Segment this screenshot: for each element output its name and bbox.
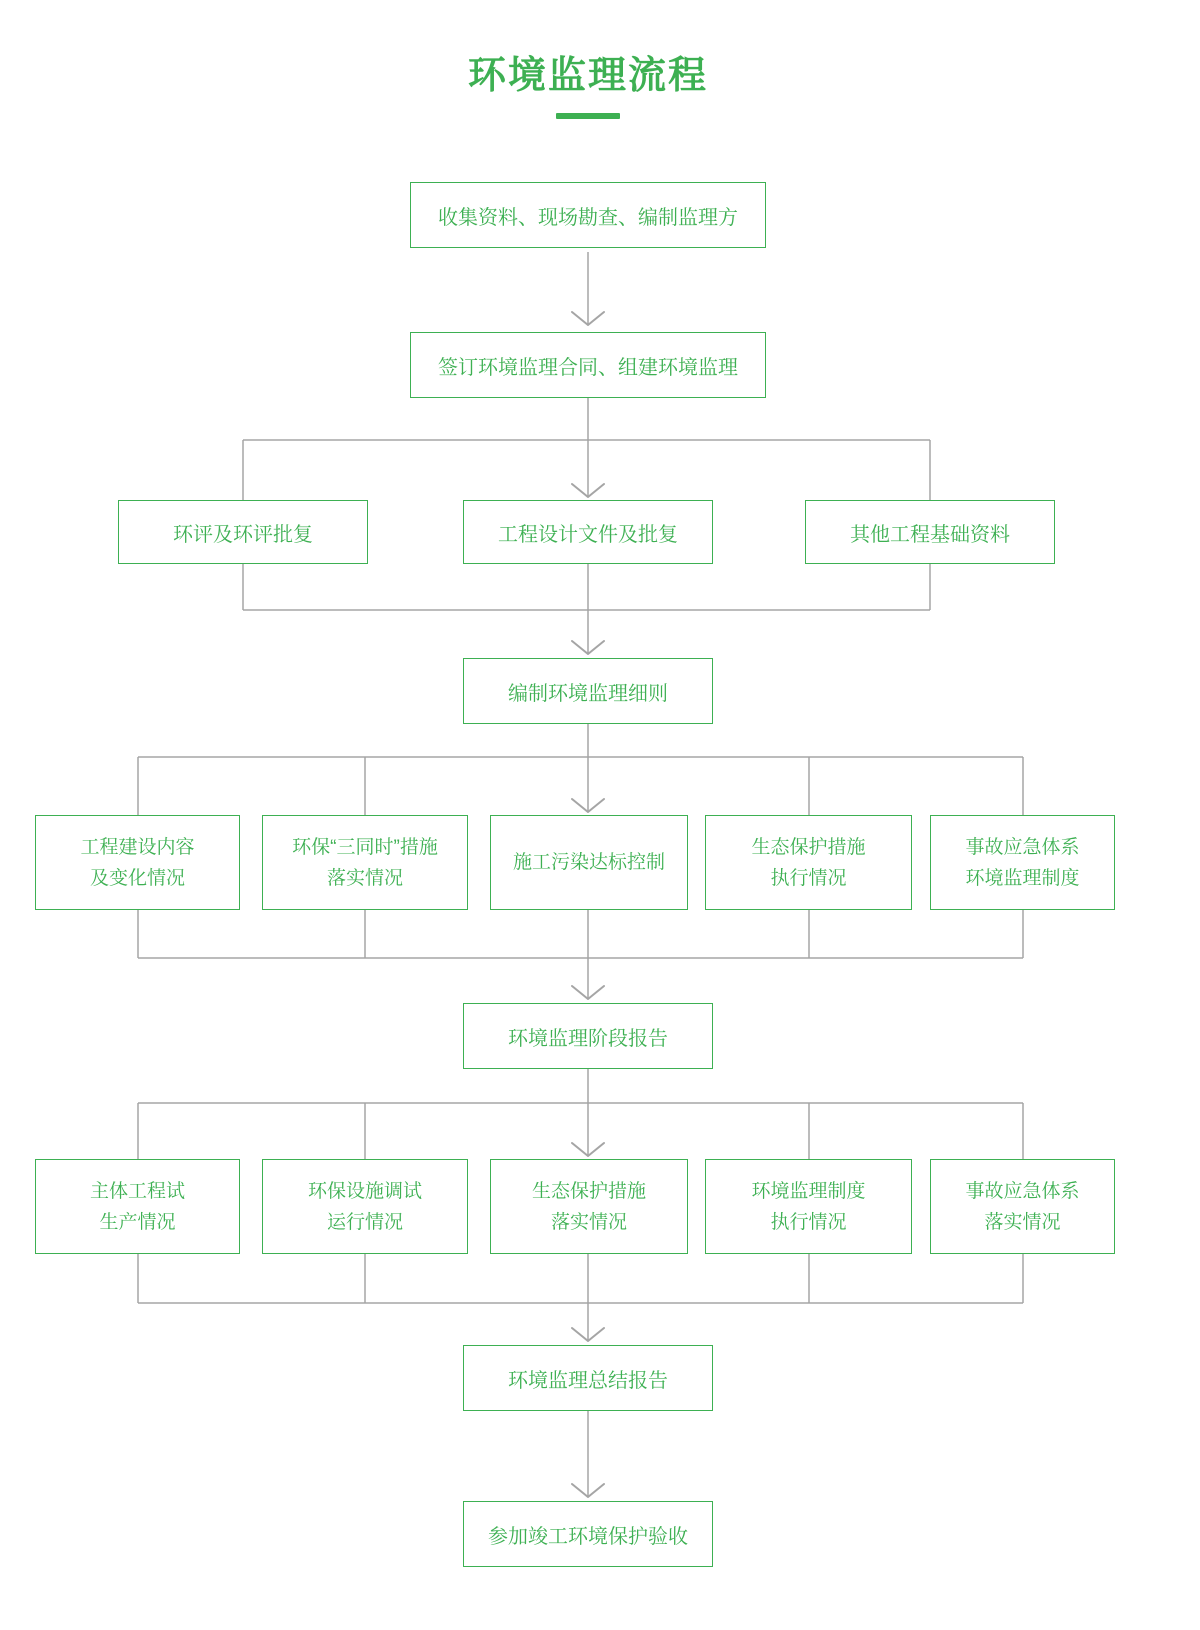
flow-box-label-line1: 工程建设内容: [80, 836, 195, 858]
flow-box-label-line1: 主体工程试: [89, 1180, 185, 1202]
flow-box-label: 签订环境监理合同、组建环境监理: [438, 356, 738, 379]
flow-box-label-line1: 事故应急体系: [965, 836, 1080, 858]
flow-box-label: 编制环境监理细则: [508, 682, 668, 705]
flow-box-label-line2: 落实情况: [326, 867, 403, 889]
flow-box-label-line2: 环境监理制度: [965, 867, 1080, 889]
flow-box-other-basis: [805, 500, 1055, 564]
flow-box-emergency-system: [930, 815, 1115, 910]
flow-box-label-line1: 环境监理制度: [751, 1180, 866, 1202]
flow-box-completion-acceptance: [463, 1501, 713, 1567]
flow-box-eco-protection-exec: [705, 815, 912, 910]
flow-box-label: 其他工程基础资料: [850, 523, 1010, 546]
flow-box-label-line1: 环保设施调试: [307, 1180, 422, 1202]
flow-box-collect-data: [410, 182, 766, 248]
flow-box-label-line2: 生产情况: [99, 1211, 176, 1233]
flow-box-eia-approval: [118, 500, 368, 564]
flow-box-supervision-rules: [463, 658, 713, 724]
flow-box-label-line1: 生态保护措施: [531, 1180, 646, 1202]
title-underline: [556, 113, 620, 119]
flow-box-label-line1: 施工污染达标控制: [512, 852, 665, 873]
flow-box-label-line2: 落实情况: [550, 1211, 627, 1233]
flow-box-emergency-impl: [930, 1159, 1115, 1254]
flow-box-label-line1: 事故应急体系: [965, 1180, 1080, 1202]
flow-box-label-line1: 生态保护措施: [751, 836, 866, 858]
flow-box-label: 参加竣工环境保护验收: [488, 1525, 688, 1548]
flow-box-label: 环境监理总结报告: [508, 1369, 668, 1392]
flow-box-label: 工程设计文件及批复: [498, 523, 678, 546]
flow-box-main-project-trial: [35, 1159, 240, 1254]
flow-box-label-line2: 执行情况: [770, 867, 847, 889]
flow-box-pollution-control: [490, 815, 688, 910]
flow-box-supervision-system-exec: [705, 1159, 912, 1254]
flow-box-label-line1: 环保“三同时”措施: [292, 836, 438, 858]
flow-box-design-docs: [463, 500, 713, 564]
flow-box-label-line2: 落实情况: [984, 1211, 1061, 1233]
flow-box-label: 环评及环评批复: [173, 523, 313, 546]
flow-box-label-line2: 及变化情况: [89, 867, 185, 889]
flow-box-construction-content: [35, 815, 240, 910]
flow-box-label: 收集资料、现场勘查、编制监理方: [438, 206, 738, 229]
flow-box-summary-report: [463, 1345, 713, 1411]
flow-box-label: 环境监理阶段报告: [508, 1027, 668, 1050]
flow-box-facility-debugging: [262, 1159, 468, 1254]
flow-box-label-line2: 运行情况: [326, 1211, 403, 1233]
flow-box-sign-contract: [410, 332, 766, 398]
page-title: 环境监理流程: [467, 55, 708, 97]
flow-box-label-line2: 执行情况: [770, 1211, 847, 1233]
flow-box-three-simultaneous: [262, 815, 468, 910]
flow-box-eco-protection-impl: [490, 1159, 688, 1254]
flow-box-stage-report: [463, 1003, 713, 1069]
